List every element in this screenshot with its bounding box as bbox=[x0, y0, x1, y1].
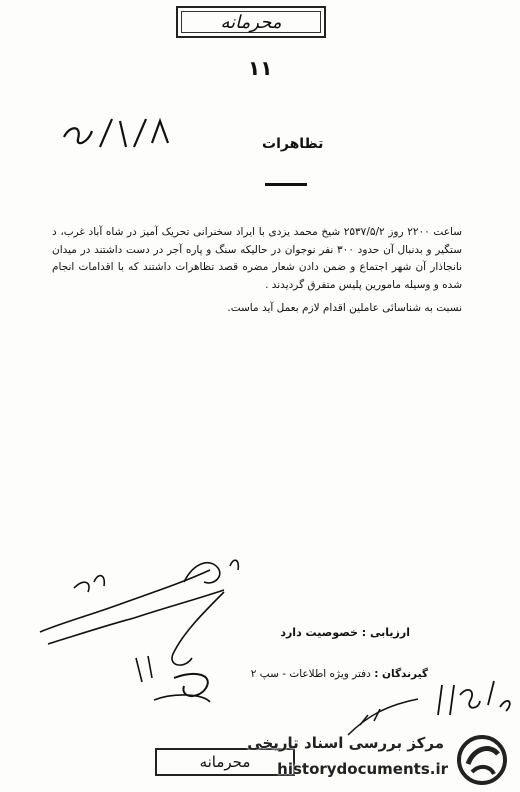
title-underline bbox=[265, 183, 307, 186]
confidential-stamp-top bbox=[176, 6, 326, 38]
body-paragraph-2: نسبت به شناسائی عاملین اقدام لازم بعمل آید ماست. bbox=[227, 302, 462, 314]
stamp-bottom-text: محرمانه bbox=[199, 753, 251, 771]
document-title: تظاهرات bbox=[262, 136, 324, 152]
recipients-value: دفتر ویژه اطلاعات - سپ ۲ bbox=[250, 668, 371, 680]
watermark-line-1: مرکز بررسی اسناد تاریخی bbox=[247, 734, 444, 752]
recipients-label: گیرندگان : bbox=[374, 668, 428, 680]
handwritten-annotation bbox=[34, 552, 244, 722]
body-paragraph-1: ساعت ۲۲۰۰ روز ۲۵۳۷/۵/۲ شیخ محمد یزدی با ایراد سخنرانی تحریک آمیز در شاه آباد غرب، د ستگیر و بدنبال آن حدود ۳۰۰ نفر نوجوان در حالیکه سنگ و پاره آجر در دست داشتند در میدان نانجاذار آن شهر اجتماع و ضمن دادن شعار مضره قصد تظاهرات داشتند که با اقدامات انجام شده و وسیله مامورین پلیس متفرق گردیدند . bbox=[52, 226, 462, 291]
watermark-line-2: historydocuments.ir bbox=[277, 760, 448, 778]
archive-watermark bbox=[218, 730, 508, 788]
assessment-line: ارزیابی : خصوصیت دارد bbox=[280, 626, 410, 639]
document-body bbox=[52, 224, 462, 318]
stamp-top-text: محرمانه bbox=[220, 11, 282, 33]
page-number: ۱۱ bbox=[248, 56, 273, 80]
handwritten-number bbox=[60, 113, 172, 155]
archive-logo-icon bbox=[456, 734, 508, 786]
